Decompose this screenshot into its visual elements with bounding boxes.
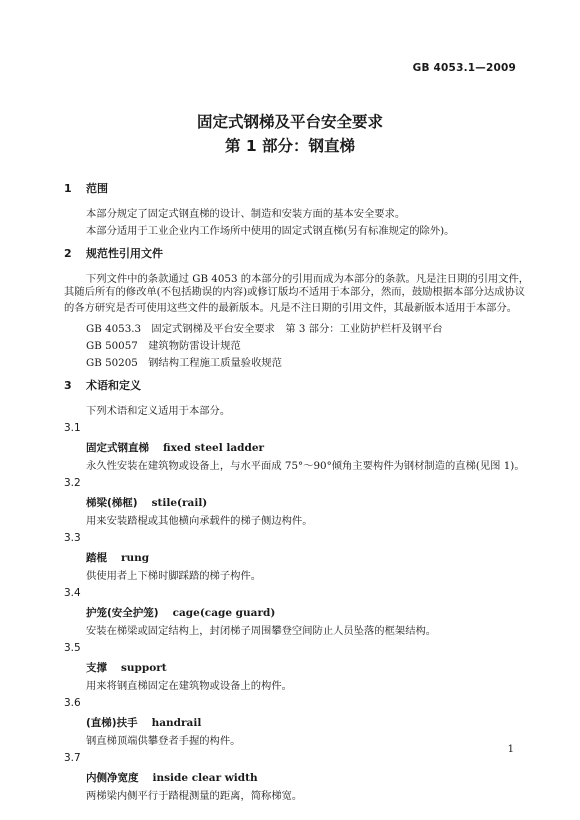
term-english: handrail <box>151 717 202 729</box>
term-number: 3.3 <box>64 532 81 544</box>
term-definition: 用来安装踏棍或其他横向承载件的梯子侧边构件。 <box>86 515 313 527</box>
section-number: 2 <box>64 247 72 260</box>
reference-item: GB 50205 钢结构工程施工质量验收规范 <box>86 357 282 369</box>
term-heading <box>86 605 275 620</box>
term-english: cage(cage guard) <box>172 607 276 619</box>
term-heading <box>86 660 167 675</box>
section-2-heading <box>64 245 163 261</box>
term-number: 3.5 <box>64 642 81 654</box>
section-3-heading <box>64 377 141 393</box>
term-definition: 两梯梁内侧平行于踏棍测量的距离，简称梯宽。 <box>86 790 303 802</box>
section-title: 规范性引用文件 <box>86 247 163 260</box>
references-intro-line-1: 下列文件中的条款通过 GB 4053 的本部分的引用而成为本部分的条款。凡是注日期的引用文件， <box>86 273 530 285</box>
term-english: inside clear width <box>152 772 258 784</box>
scope-paragraph-1: 本部分规定了固定式钢直梯的设计、制造和安装方面的基本安全要求。 <box>86 208 406 220</box>
term-number: 3.2 <box>64 477 81 489</box>
page-number: 1 <box>507 744 514 755</box>
term-chinese: 踏棍 <box>86 552 107 564</box>
term-english: stile(rail) <box>151 497 208 509</box>
terms-intro: 下列术语和定义适用于本部分。 <box>86 405 231 417</box>
term-definition: 安装在梯梁或固定结构上，封闭梯子周围攀登空间防止人员坠落的框架结构。 <box>86 625 437 637</box>
term-number: 3.1 <box>64 422 81 434</box>
section-title: 范围 <box>86 182 108 195</box>
standard-code: GB 4053.1—2009 <box>412 62 516 74</box>
section-title: 术语和定义 <box>86 379 141 392</box>
term-chinese: 支撑 <box>86 662 107 674</box>
scope-paragraph-2: 本部分适用于工业企业内工作场所中使用的固定式钢直梯(另有标准规定的除外)。 <box>86 225 455 237</box>
term-definition: 永久性安装在建筑物或设备上，与水平面成 75°～90°倾角主要构件为钢材制造的直梯(见图 1)。 <box>86 460 525 472</box>
term-heading <box>86 550 149 565</box>
references-intro-line-2: 其随后所有的修改单(不包括勘误的内容)或修订版均不适用于本部分，然而，鼓励根据本部分达成协议 <box>64 286 526 298</box>
term-chinese: 内侧净宽度 <box>86 772 139 784</box>
term-definition: 钢直梯顶端供攀登者手握的构件。 <box>86 735 241 747</box>
term-heading <box>86 715 201 730</box>
term-number: 3.6 <box>64 697 81 709</box>
document-title: 固定式钢梯及平台安全要求 <box>196 113 383 131</box>
term-chinese: (直梯)扶手 <box>86 717 138 729</box>
term-number: 3.7 <box>64 752 81 764</box>
term-chinese: 固定式钢直梯 <box>86 442 149 454</box>
term-heading <box>86 495 207 510</box>
term-chinese: 梯梁(梯框) <box>86 497 138 509</box>
term-english: support <box>121 662 167 674</box>
document-subtitle: 第 1 部分：钢直梯 <box>224 137 356 155</box>
term-chinese: 护笼(安全护笼) <box>86 607 159 619</box>
references-intro-line-3: 的各方研究是否可使用这些文件的最新版本。凡是不注日期的引用文件，其最新版本适用于本部分。 <box>64 302 518 314</box>
term-definition: 用来将钢直梯固定在建筑物或设备上的构件。 <box>86 680 292 692</box>
reference-item: GB 50057 建筑物防雷设计规范 <box>86 340 241 352</box>
term-number: 3.4 <box>64 587 81 599</box>
section-1-heading <box>64 180 108 196</box>
term-heading <box>86 440 264 455</box>
section-number: 1 <box>64 182 72 195</box>
term-english: rung <box>121 552 150 564</box>
term-english: fixed steel ladder <box>163 442 265 454</box>
term-definition: 供使用者上下梯时脚踩踏的梯子构件。 <box>86 570 262 582</box>
section-number: 3 <box>64 379 72 392</box>
term-heading <box>86 770 258 785</box>
reference-item: GB 4053.3 固定式钢梯及平台安全要求 第 3 部分：工业防护栏杆及钢平台 <box>86 323 443 335</box>
